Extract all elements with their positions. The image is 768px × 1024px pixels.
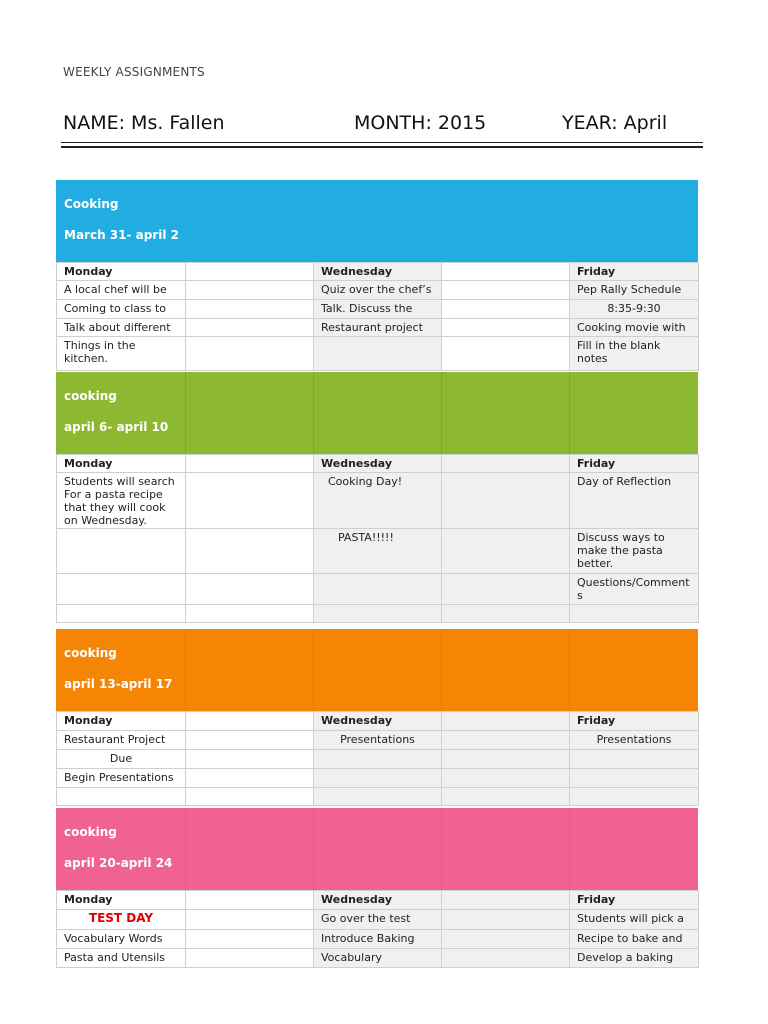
day-label-friday: Friday <box>570 455 699 473</box>
header-rule <box>61 142 703 143</box>
friday-cell: Students will pick a <box>570 910 699 930</box>
wednesday-cell: Presentations <box>314 731 442 750</box>
monday-cell: Vocabulary Words <box>57 930 186 949</box>
week-4-table <box>56 890 699 968</box>
week-2-subject: cooking <box>64 389 117 403</box>
month-field: MONTH: 2015 <box>354 112 487 134</box>
monday-cell <box>57 529 186 574</box>
friday-cell: Discuss ways to make the pasta better. <box>570 529 699 574</box>
week-1-header <box>56 180 698 262</box>
week-1-dates: March 31- april 2 <box>64 228 180 242</box>
header-rule-thick <box>61 146 703 148</box>
week-3-subject: cooking <box>64 646 117 660</box>
monday-cell: Students will search For a pasta recipe that they will cook on Wednesday. <box>57 473 186 529</box>
week-3-header <box>56 629 698 711</box>
year-field: YEAR: April <box>562 112 668 134</box>
friday-cell <box>570 750 699 769</box>
wednesday-cell <box>314 337 442 371</box>
week-2-dates: april 6- april 10 <box>64 420 169 434</box>
wednesday-cell: Restaurant project <box>314 319 442 337</box>
test-day-label: TEST DAY <box>57 910 186 930</box>
friday-cell <box>570 788 699 806</box>
day-label-wednesday: Wednesday <box>314 263 442 281</box>
week-3-block <box>56 629 698 806</box>
monday-cell: Talk about different <box>57 319 186 337</box>
monday-cell <box>57 605 186 623</box>
friday-cell: Recipe to bake and <box>570 930 699 949</box>
week-4-dates: april 20-april 24 <box>64 856 173 870</box>
week-1-block <box>56 180 698 371</box>
monday-cell: Begin Presentations <box>57 769 186 788</box>
wednesday-cell: Introduce Baking <box>314 930 442 949</box>
day-label-monday: Monday <box>57 455 186 473</box>
week-2-block <box>56 372 698 623</box>
monday-cell <box>57 574 186 605</box>
friday-cell <box>570 605 699 623</box>
friday-cell: Cooking movie with <box>570 319 699 337</box>
wednesday-cell <box>314 750 442 769</box>
wednesday-cell: Quiz over the chef’s <box>314 281 442 300</box>
day-label-wednesday: Wednesday <box>314 891 442 910</box>
week-4-block <box>56 808 698 968</box>
day-label-friday: Friday <box>570 712 699 731</box>
friday-cell: Develop a baking <box>570 949 699 968</box>
week-3-table <box>56 711 699 806</box>
week-1-subject: Cooking <box>64 197 119 211</box>
monday-cell: Things in the kitchen. <box>57 337 186 371</box>
wednesday-cell: Cooking Day! <box>314 473 442 529</box>
friday-cell: Day of Reflection <box>570 473 699 529</box>
friday-cell: Fill in the blank notes <box>570 337 699 371</box>
week-4-subject: cooking <box>64 825 117 839</box>
monday-cell: Pasta and Utensils <box>57 949 186 968</box>
wednesday-cell <box>314 574 442 605</box>
teacher-name: NAME: Ms. Fallen <box>63 112 225 134</box>
document-title: WEEKLY ASSIGNMENTS <box>63 65 205 79</box>
week-4-header <box>56 808 698 890</box>
day-label-friday: Friday <box>570 263 699 281</box>
day-label-monday: Monday <box>57 891 186 910</box>
monday-cell <box>57 788 186 806</box>
week-2-header <box>56 372 698 454</box>
friday-cell: 8:35-9:30 <box>570 300 699 319</box>
wednesday-cell: PASTA!!!!! <box>314 529 442 574</box>
week-2-table <box>56 454 699 623</box>
wednesday-cell: Go over the test <box>314 910 442 930</box>
friday-cell: Presentations <box>570 731 699 750</box>
wednesday-cell: Vocabulary <box>314 949 442 968</box>
day-label-monday: Monday <box>57 263 186 281</box>
wednesday-cell: Talk. Discuss the <box>314 300 442 319</box>
wednesday-cell <box>314 788 442 806</box>
monday-cell: Due <box>57 750 186 769</box>
header-line <box>63 112 703 138</box>
monday-cell: A local chef will be <box>57 281 186 300</box>
day-label-monday: Monday <box>57 712 186 731</box>
week-3-dates: april 13-april 17 <box>64 677 173 691</box>
wednesday-cell <box>314 769 442 788</box>
friday-cell: Questions/Comments <box>570 574 699 605</box>
day-label-friday: Friday <box>570 891 699 910</box>
wednesday-cell <box>314 605 442 623</box>
friday-cell <box>570 769 699 788</box>
day-label-wednesday: Wednesday <box>314 712 442 731</box>
week-1-table <box>56 262 699 371</box>
monday-cell: Coming to class to <box>57 300 186 319</box>
day-label-wednesday: Wednesday <box>314 455 442 473</box>
friday-cell: Pep Rally Schedule <box>570 281 699 300</box>
monday-cell: Restaurant Project <box>57 731 186 750</box>
